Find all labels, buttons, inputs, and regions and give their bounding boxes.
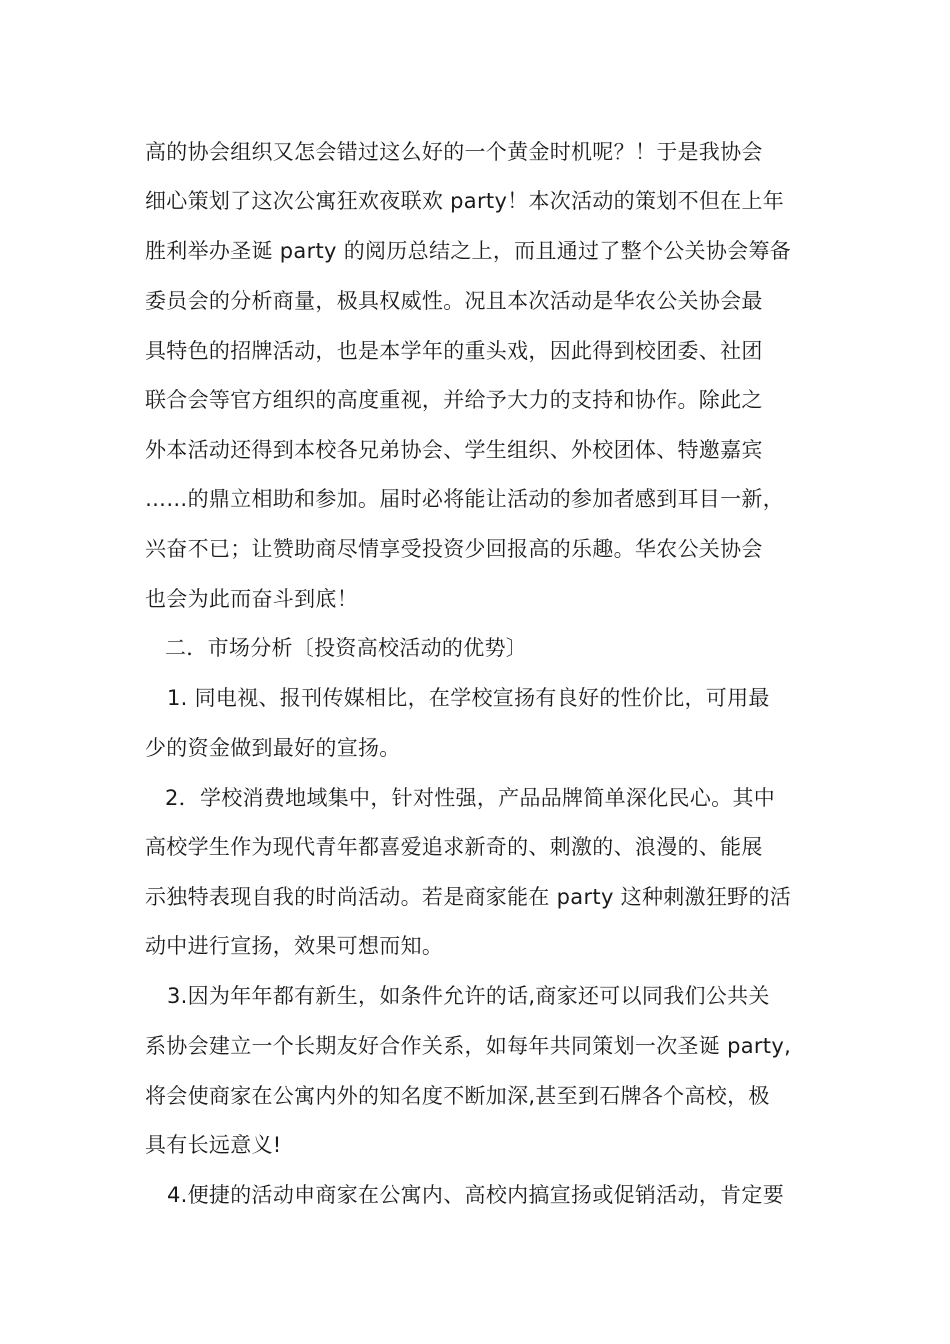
text-line: 委员会的分析商量，极具权威性。况且本次活动是华农公关协会最 — [145, 289, 763, 313]
text-line: 示独特表现自我的时尚活动。若是商家能在 party 这种刺激狂野的活 — [145, 885, 792, 909]
text-line: 细心策划了这次公寓狂欢夜联欢 party！本次活动的策划不但在上年 — [145, 189, 785, 213]
text-line: 高校学生作为现代青年都喜爱追求新奇的、刺激的、浪漫的、能展 — [145, 835, 763, 859]
section-heading: 二．市场分析〔投资高校活动的优势〕 — [165, 636, 528, 660]
text-line: 具有长远意义! — [145, 1133, 282, 1157]
text-line: ……的鼎立相助和参加。届时必将能让活动的参加者感到耳目一新， — [145, 487, 784, 511]
text-line: 系协会建立一个长期友好合作关系，如每年共同策划一次圣诞 party, — [145, 1034, 792, 1058]
text-line: 1. 同电视、报刊传媒相比，在学校宣扬有良好的性价比，可用最 — [167, 686, 770, 710]
text-line: 外本活动还得到本校各兄弟协会、学生组织、外校团体、特邀嘉宾 — [145, 438, 763, 462]
text-line: 少的资金做到最好的宣扬。 — [145, 736, 401, 760]
text-line: 胜利举办圣诞 party 的阅历总结之上，而且通过了整个公关协会筹备 — [145, 239, 792, 263]
text-line: 2．学校消费地域集中，针对性强，产品品牌简单深化民心。其中 — [165, 786, 776, 810]
text-line: 具特色的招牌活动，也是本学年的重头戏，因此得到校团委、社团 — [145, 339, 763, 363]
text-line: 高的协会组织又怎会错过这么好的一个黄金时机呢？！于是我协会 — [145, 140, 763, 164]
text-line: 也会为此而奋斗到底！ — [145, 587, 358, 611]
text-line: 动中进行宣扬，效果可想而知。 — [145, 934, 444, 958]
text-line: 兴奋不已；让赞助商尽情享受投资少回报高的乐趣。华农公关协会 — [145, 537, 763, 561]
text-line: 将会使商家在公寓内外的知名度不断加深,甚至到石牌各个高校，极 — [145, 1084, 770, 1108]
text-line: 联合会等官方组织的高度重视，并给予大力的支持和协作。除此之 — [145, 388, 763, 412]
text-line: 4.便捷的活动申商家在公寓内、高校内搞宣扬或促销活动，肯定要 — [167, 1183, 785, 1207]
text-line: 3.因为年年都有新生，如条件允许的话,商家还可以同我们公共关 — [167, 984, 770, 1008]
